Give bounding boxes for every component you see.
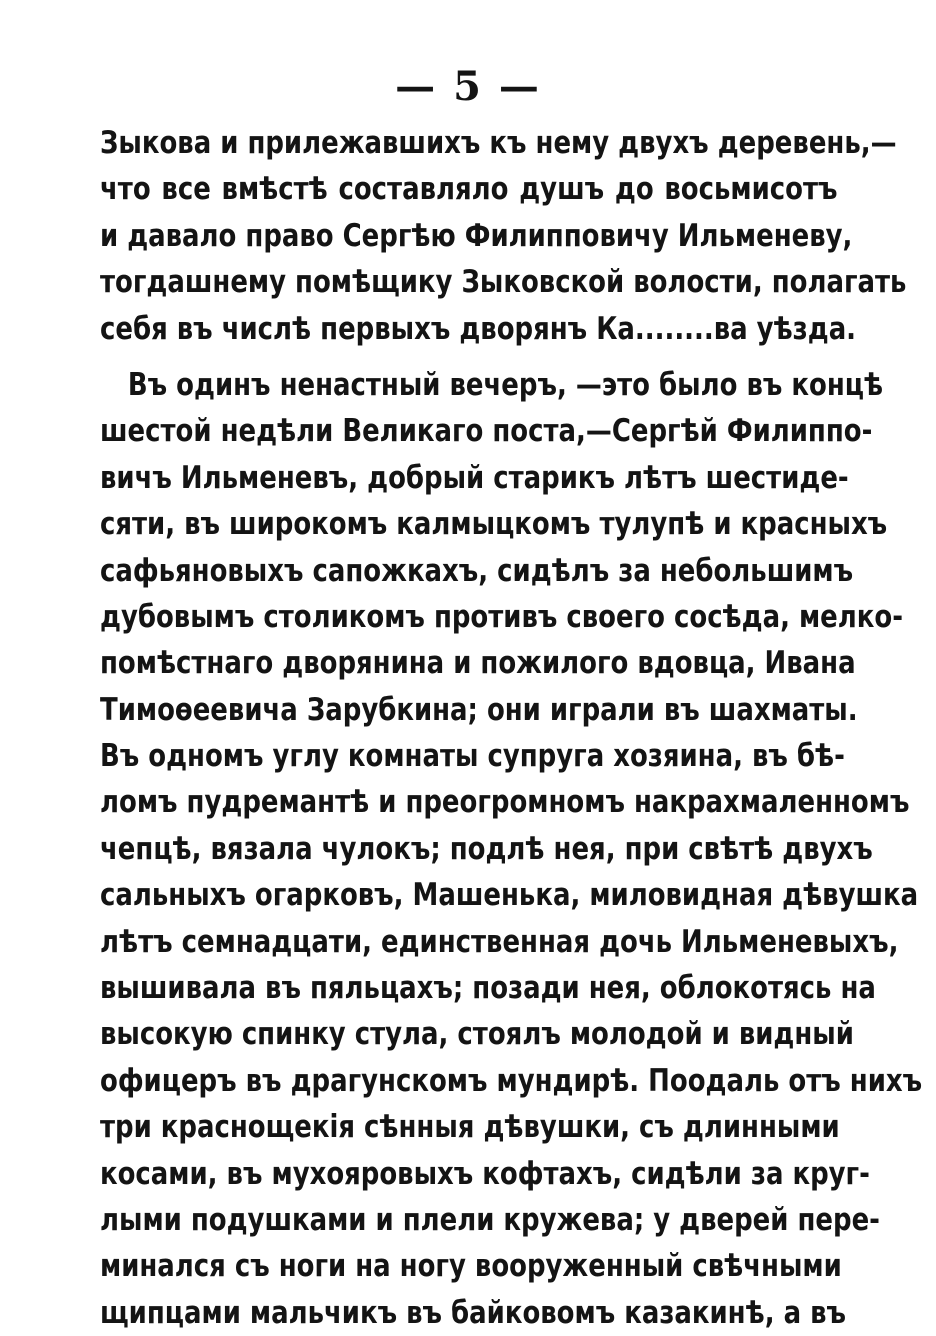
- text-line: сафьяновыхъ сапожкахъ, сидѣлъ за небольшимъ: [100, 552, 854, 589]
- text-line: дубовымъ столикомъ противъ своего сосѣда, мелко-: [100, 598, 903, 635]
- text-line: что все вмѣстѣ составляло душъ до восьмисотъ: [100, 171, 838, 208]
- text-line: высокую спинку стула, стоялъ молодой и видный: [100, 1016, 854, 1053]
- text-line: себя въ числѣ первыхъ дворянъ Ка........ва уѣзда.: [100, 310, 857, 347]
- page-number: — 5 —: [395, 63, 541, 110]
- text-line: Въ одномъ углу комнаты супруга хозяина, въ бѣ-: [100, 738, 845, 775]
- text-line: минался съ ноги на ногу вооруженный свѣчными: [100, 1248, 842, 1285]
- paragraph-gap: [100, 352, 838, 362]
- text-line: ломъ пудремантѣ и преогромномъ накрахмаленномъ: [100, 784, 910, 821]
- paragraph-2: [100, 362, 923, 1336]
- text-line: помѣстнаго дворянина и пожилого вдовца, Ивана: [100, 645, 856, 682]
- text-line: тогдашнему помѣщику Зыковской волости, полагать: [100, 264, 907, 301]
- text-line: лыми подушками и плели кружева; у дверей пере-: [100, 1201, 880, 1238]
- text-line: Тимоѳеевича Зарубкина; они играли въ шахматы.: [100, 691, 858, 728]
- text-line: лѣтъ семнадцати, единственная дочь Ильменевыхъ,: [100, 923, 899, 960]
- text-line: щипцами мальчикъ въ байковомъ казакинѣ, а въ: [100, 1294, 847, 1331]
- text-line: и давало право Сергѣю Филипповичу Ильменеву,: [100, 217, 853, 254]
- paragraph-1: [100, 120, 907, 352]
- text-line: сяти, въ широкомъ калмыцкомъ тулупѣ и красныхъ: [100, 506, 888, 543]
- text-line: чепцѣ, вязала чулокъ; подлѣ нея, при свѣтѣ двухъ: [100, 830, 873, 867]
- text-line: три краснощекія сѣнныя дѣвушки, съ длинными: [100, 1109, 840, 1146]
- text-line: вичъ Ильменевъ, добрый старикъ лѣтъ шестиде-: [100, 459, 849, 496]
- text-line: офицеръ въ драгунскомъ мундирѣ. Поодаль отъ нихъ: [100, 1062, 923, 1099]
- text-line: косами, въ мухояровыхъ кофтахъ, сидѣли за круг-: [100, 1155, 870, 1192]
- text-line: сальныхъ огарковъ, Машенька, миловидная дѣвушка: [100, 877, 919, 914]
- text-line: шестой недѣли Великаго поста,—Сергѣй Филиппо-: [100, 413, 873, 450]
- text-line: Зыкова и прилежавшихъ къ нему двухъ деревень,—: [100, 125, 897, 161]
- text-line: вышивала въ пяльцахъ; позади нея, облокотясь на: [100, 970, 876, 1007]
- text-line: Въ одинъ ненастный вечеръ, —это было въ концѣ: [127, 366, 884, 403]
- body-text: [100, 120, 923, 1336]
